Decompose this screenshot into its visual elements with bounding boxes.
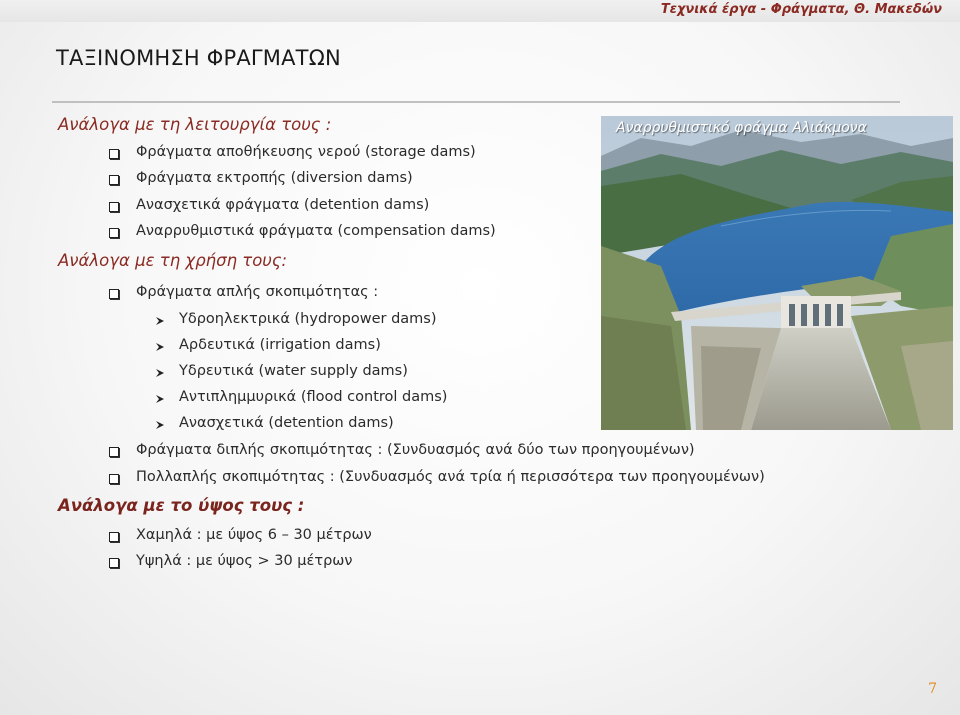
- list-item-multi-purpose: Πολλαπλής σκοπιμότητας : (Συνδυασμός ανά τρία ή περισσότερα των προηγουμένων): [136, 469, 765, 485]
- list-item: Αναρρυθμιστικά φράγματα (compensation dams): [136, 223, 496, 239]
- sub-list-item: Υδροηλεκτρικά (hydropower dams): [179, 311, 437, 327]
- list-item-single-purpose: Φράγματα απλής σκοπιμότητας :: [136, 284, 379, 300]
- dam-photo-image: [601, 116, 953, 430]
- photo-caption: Αναρρυθμιστικό φράγμα Αλιάκμονα: [616, 120, 867, 136]
- square-bullet-icon: [109, 474, 119, 484]
- list-item: Υψηλά : με ύψος > 30 μέτρων: [136, 553, 353, 569]
- square-bullet-icon: [109, 228, 119, 238]
- heading-by-height: Ανάλογα με το ύψος τους :: [58, 496, 305, 515]
- course-header-label: Τεχνικά έργα - Φράγματα, Θ. Μακεδών: [660, 2, 942, 17]
- square-bullet-icon: [109, 532, 119, 542]
- square-bullet-icon: [109, 175, 119, 185]
- list-item: Ανασχετικά φράγματα (detention dams): [136, 197, 430, 213]
- square-bullet-icon: [109, 149, 119, 159]
- list-item: Χαμηλά : με ύψος 6 – 30 μέτρων: [136, 527, 372, 543]
- sub-list-item: Ανασχετικά (detention dams): [179, 415, 394, 431]
- arrow-bullet-icon: [155, 316, 165, 326]
- arrow-bullet-icon: [155, 394, 165, 404]
- sub-list-item: Αντιπλημμυρικά (flood control dams): [179, 389, 448, 405]
- arrow-bullet-icon: [155, 368, 165, 378]
- square-bullet-icon: [109, 202, 119, 212]
- page-number: 7: [928, 681, 937, 697]
- sub-list-item: Υδρευτικά (water supply dams): [179, 363, 408, 379]
- square-bullet-icon: [109, 289, 119, 299]
- arrow-bullet-icon: [155, 342, 165, 352]
- heading-by-use: Ανάλογα με τη χρήση τους:: [58, 251, 288, 270]
- sub-list-item: Αρδευτικά (irrigation dams): [179, 337, 381, 353]
- list-item: Φράγματα εκτροπής (diversion dams): [136, 170, 413, 186]
- square-bullet-icon: [109, 558, 119, 568]
- square-bullet-icon: [109, 447, 119, 457]
- arrow-bullet-icon: [155, 420, 165, 430]
- slide-title: ΤΑΞΙΝΟΜΗΣΗ ΦΡΑΓΜΑΤΩΝ: [56, 46, 341, 70]
- heading-by-function: Ανάλογα με τη λειτουργία τους :: [58, 115, 332, 134]
- list-item-dual-purpose: Φράγματα διπλής σκοπιμότητας : (Συνδυασμός ανά δύο των προηγουμένων): [136, 442, 695, 458]
- list-item: Φράγματα αποθήκευσης νερού (storage dams): [136, 144, 476, 160]
